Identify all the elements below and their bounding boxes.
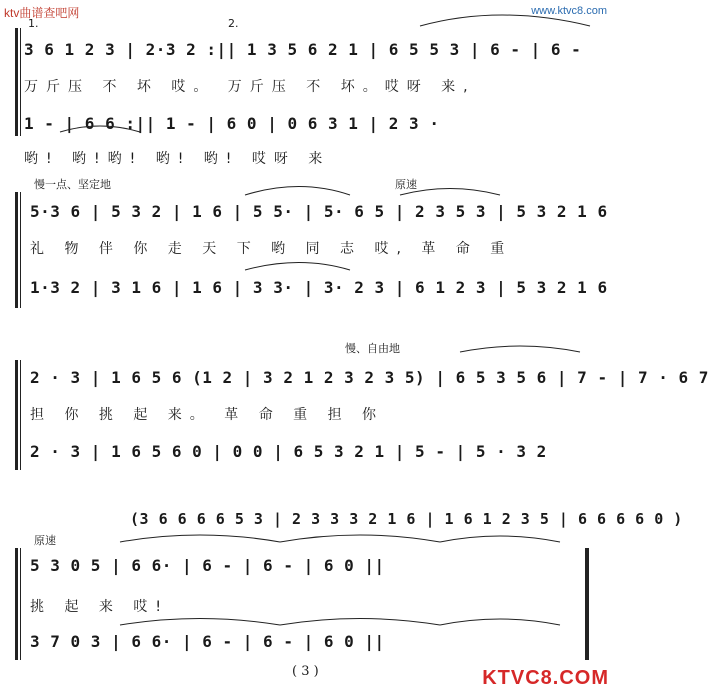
slur xyxy=(120,619,280,626)
tempo-marking: 原速 xyxy=(34,534,56,547)
upper-notes: 3 6 1 2 3 | 2·3 2 :|| 1 3 5 6 2 1 | 6 5 5 3 | 6 - | 6 - xyxy=(24,40,582,59)
watermark-top-right: www.ktvc8.com xyxy=(531,5,607,17)
lower-notes: 3 7 0 3 | 6 6· | 6 - | 6 - | 6 0 || xyxy=(30,632,385,651)
tempo-marking: 慢、自由地 xyxy=(345,342,400,355)
final-barline xyxy=(585,548,589,660)
slur xyxy=(420,15,590,26)
slur xyxy=(440,536,560,542)
page-number: ( 3 ) xyxy=(292,664,319,679)
slur xyxy=(440,619,560,625)
upper-lyrics: 担 你 挑 起 来。 革 命 重 担 你 xyxy=(30,407,385,423)
lower-notes: 2 · 3 | 1 6 5 6 0 | 0 0 | 6 5 3 2 1 | 5 - | 5 · 3 2 xyxy=(30,442,547,461)
lower-notes: 1 - | 6 6 :|| 1 - | 6 0 | 0 6 3 1 | 2 3 · xyxy=(24,114,440,133)
interlude-notes: (3 6 6 6 6 5 3 | 2 3 3 3 2 1 6 | 1 6 1 2 3 5 | 6 6 6 6 0 ) xyxy=(130,510,683,528)
slur xyxy=(460,346,580,352)
upper-notes: 5·3 6 | 5 3 2 | 1 6 | 5 5· | 5· 6 5 | 2 3 5 3 | 5 3 2 1 6 xyxy=(30,202,608,221)
lower-notes: 1·3 2 | 3 1 6 | 1 6 | 3 3· | 3· 2 3 | 6 1 2 3 | 5 3 2 1 6 xyxy=(30,278,608,297)
tempo-marking: 原速 xyxy=(395,178,417,191)
tempo-marking: 慢一点、坚定地 xyxy=(34,178,111,191)
slur xyxy=(280,535,440,542)
lyrics: 挑 起 来 哎! xyxy=(30,599,169,615)
lyrics: 礼 物 伴 你 走 天 下 哟 同 志 哎, 革 命 重 xyxy=(30,241,513,257)
slur xyxy=(60,126,140,132)
upper-notes: 5 3 0 5 | 6 6· | 6 - | 6 - | 6 0 || xyxy=(30,556,385,575)
slur xyxy=(245,263,350,271)
volta-1-label: 1. xyxy=(28,17,39,30)
watermark-bottom-right: KTVC8.COM xyxy=(482,667,609,689)
upper-lyrics: 万斤压 不 坏 哎。 万斤压 不 坏。哎呀 来, xyxy=(24,79,476,95)
watermark-top-left: ktv曲谱查吧网 xyxy=(4,6,80,20)
lower-lyrics: 哟! 哟!哟! 哟! 哟! 哎呀 来 xyxy=(24,151,331,167)
volta-2-label: 2. xyxy=(228,17,239,30)
upper-notes: 2 · 3 | 1 6 5 6 (1 2 | 3 2 1 2 3 2 3 5) | 6 5 3 5 6 | 7 - | 7 · 6 7 xyxy=(30,368,709,387)
slur xyxy=(120,535,280,542)
slur xyxy=(280,619,440,626)
slur xyxy=(400,189,500,196)
slur xyxy=(245,187,350,196)
